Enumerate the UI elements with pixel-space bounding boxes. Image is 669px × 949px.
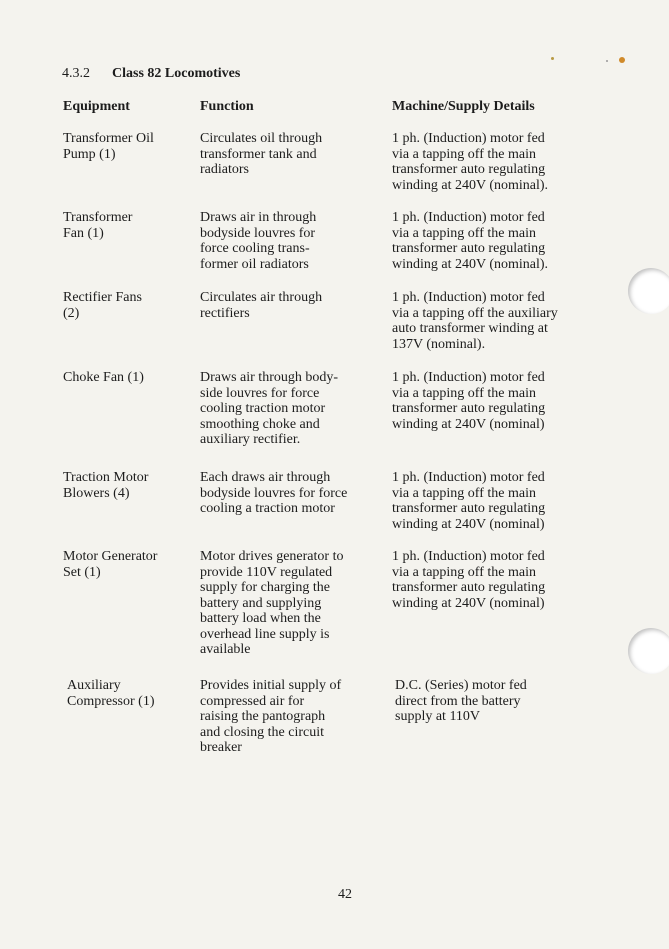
function-cell: Provides initial supply of compressed air for raising the pantograph and closing the circuit breaker: [200, 678, 342, 755]
column-header-details: Machine/Supply Details: [392, 99, 535, 114]
function-cell: Circulates air through rectifiers: [200, 290, 323, 321]
details-cell: 1 ph. (Induction) motor fed via a tapping off the main transformer auto regulating winding at 240V (nominal).: [392, 210, 549, 272]
section-title: Class 82 Locomotives: [112, 66, 241, 81]
page-number: 42: [338, 887, 352, 902]
details-cell: 1 ph. (Induction) motor fed via a tapping off the main transformer auto regulating winding at 240V (nominal): [392, 470, 546, 532]
section-heading: [62, 66, 240, 82]
section-number: 4.3.2: [62, 66, 90, 81]
punch-hole-bottom: [628, 628, 669, 674]
ink-spot: [551, 57, 554, 60]
column-header-equipment: Equipment: [63, 99, 130, 114]
ink-spot: [619, 57, 625, 63]
function-cell: Draws air in through bodyside louvres for force cooling trans- former oil radiators: [200, 210, 317, 272]
equipment-cell: Motor Generator Set (1): [63, 549, 158, 580]
ink-spot: [606, 60, 608, 62]
equipment-cell: Choke Fan (1): [63, 370, 144, 385]
details-cell: 1 ph. (Induction) motor fed via a tapping off the main transformer auto regulating winding at 240V (nominal).: [392, 131, 549, 193]
punch-hole-top: [628, 268, 669, 314]
details-cell: D.C. (Series) motor fed direct from the battery supply at 110V: [395, 678, 527, 724]
function-cell: Motor drives generator to provide 110V regulated supply for charging the battery and supplying battery load when the overhead line supply is available: [200, 549, 344, 657]
details-cell: 1 ph. (Induction) motor fed via a tapping off the main transformer auto regulating winding at 240V (nominal): [392, 370, 546, 432]
column-header-function: Function: [200, 99, 254, 114]
function-cell: Draws air through body- side louvres for force cooling traction motor smoothing choke and auxiliary rectifier.: [200, 370, 339, 447]
details-cell: 1 ph. (Induction) motor fed via a tapping off the auxiliary auto transformer winding at 137V (nominal).: [392, 290, 558, 352]
function-cell: Each draws air through bodyside louvres for force cooling a traction motor: [200, 470, 348, 516]
equipment-cell: Traction Motor Blowers (4): [63, 470, 149, 501]
equipment-cell: Transformer Fan (1): [63, 210, 133, 241]
equipment-cell: Rectifier Fans (2): [63, 290, 142, 321]
equipment-cell: Transformer Oil Pump (1): [63, 131, 154, 162]
equipment-cell: Auxiliary Compressor (1): [67, 678, 155, 709]
function-cell: Circulates oil through transformer tank and radiators: [200, 131, 323, 177]
details-cell: 1 ph. (Induction) motor fed via a tapping off the main transformer auto regulating winding at 240V (nominal): [392, 549, 546, 611]
